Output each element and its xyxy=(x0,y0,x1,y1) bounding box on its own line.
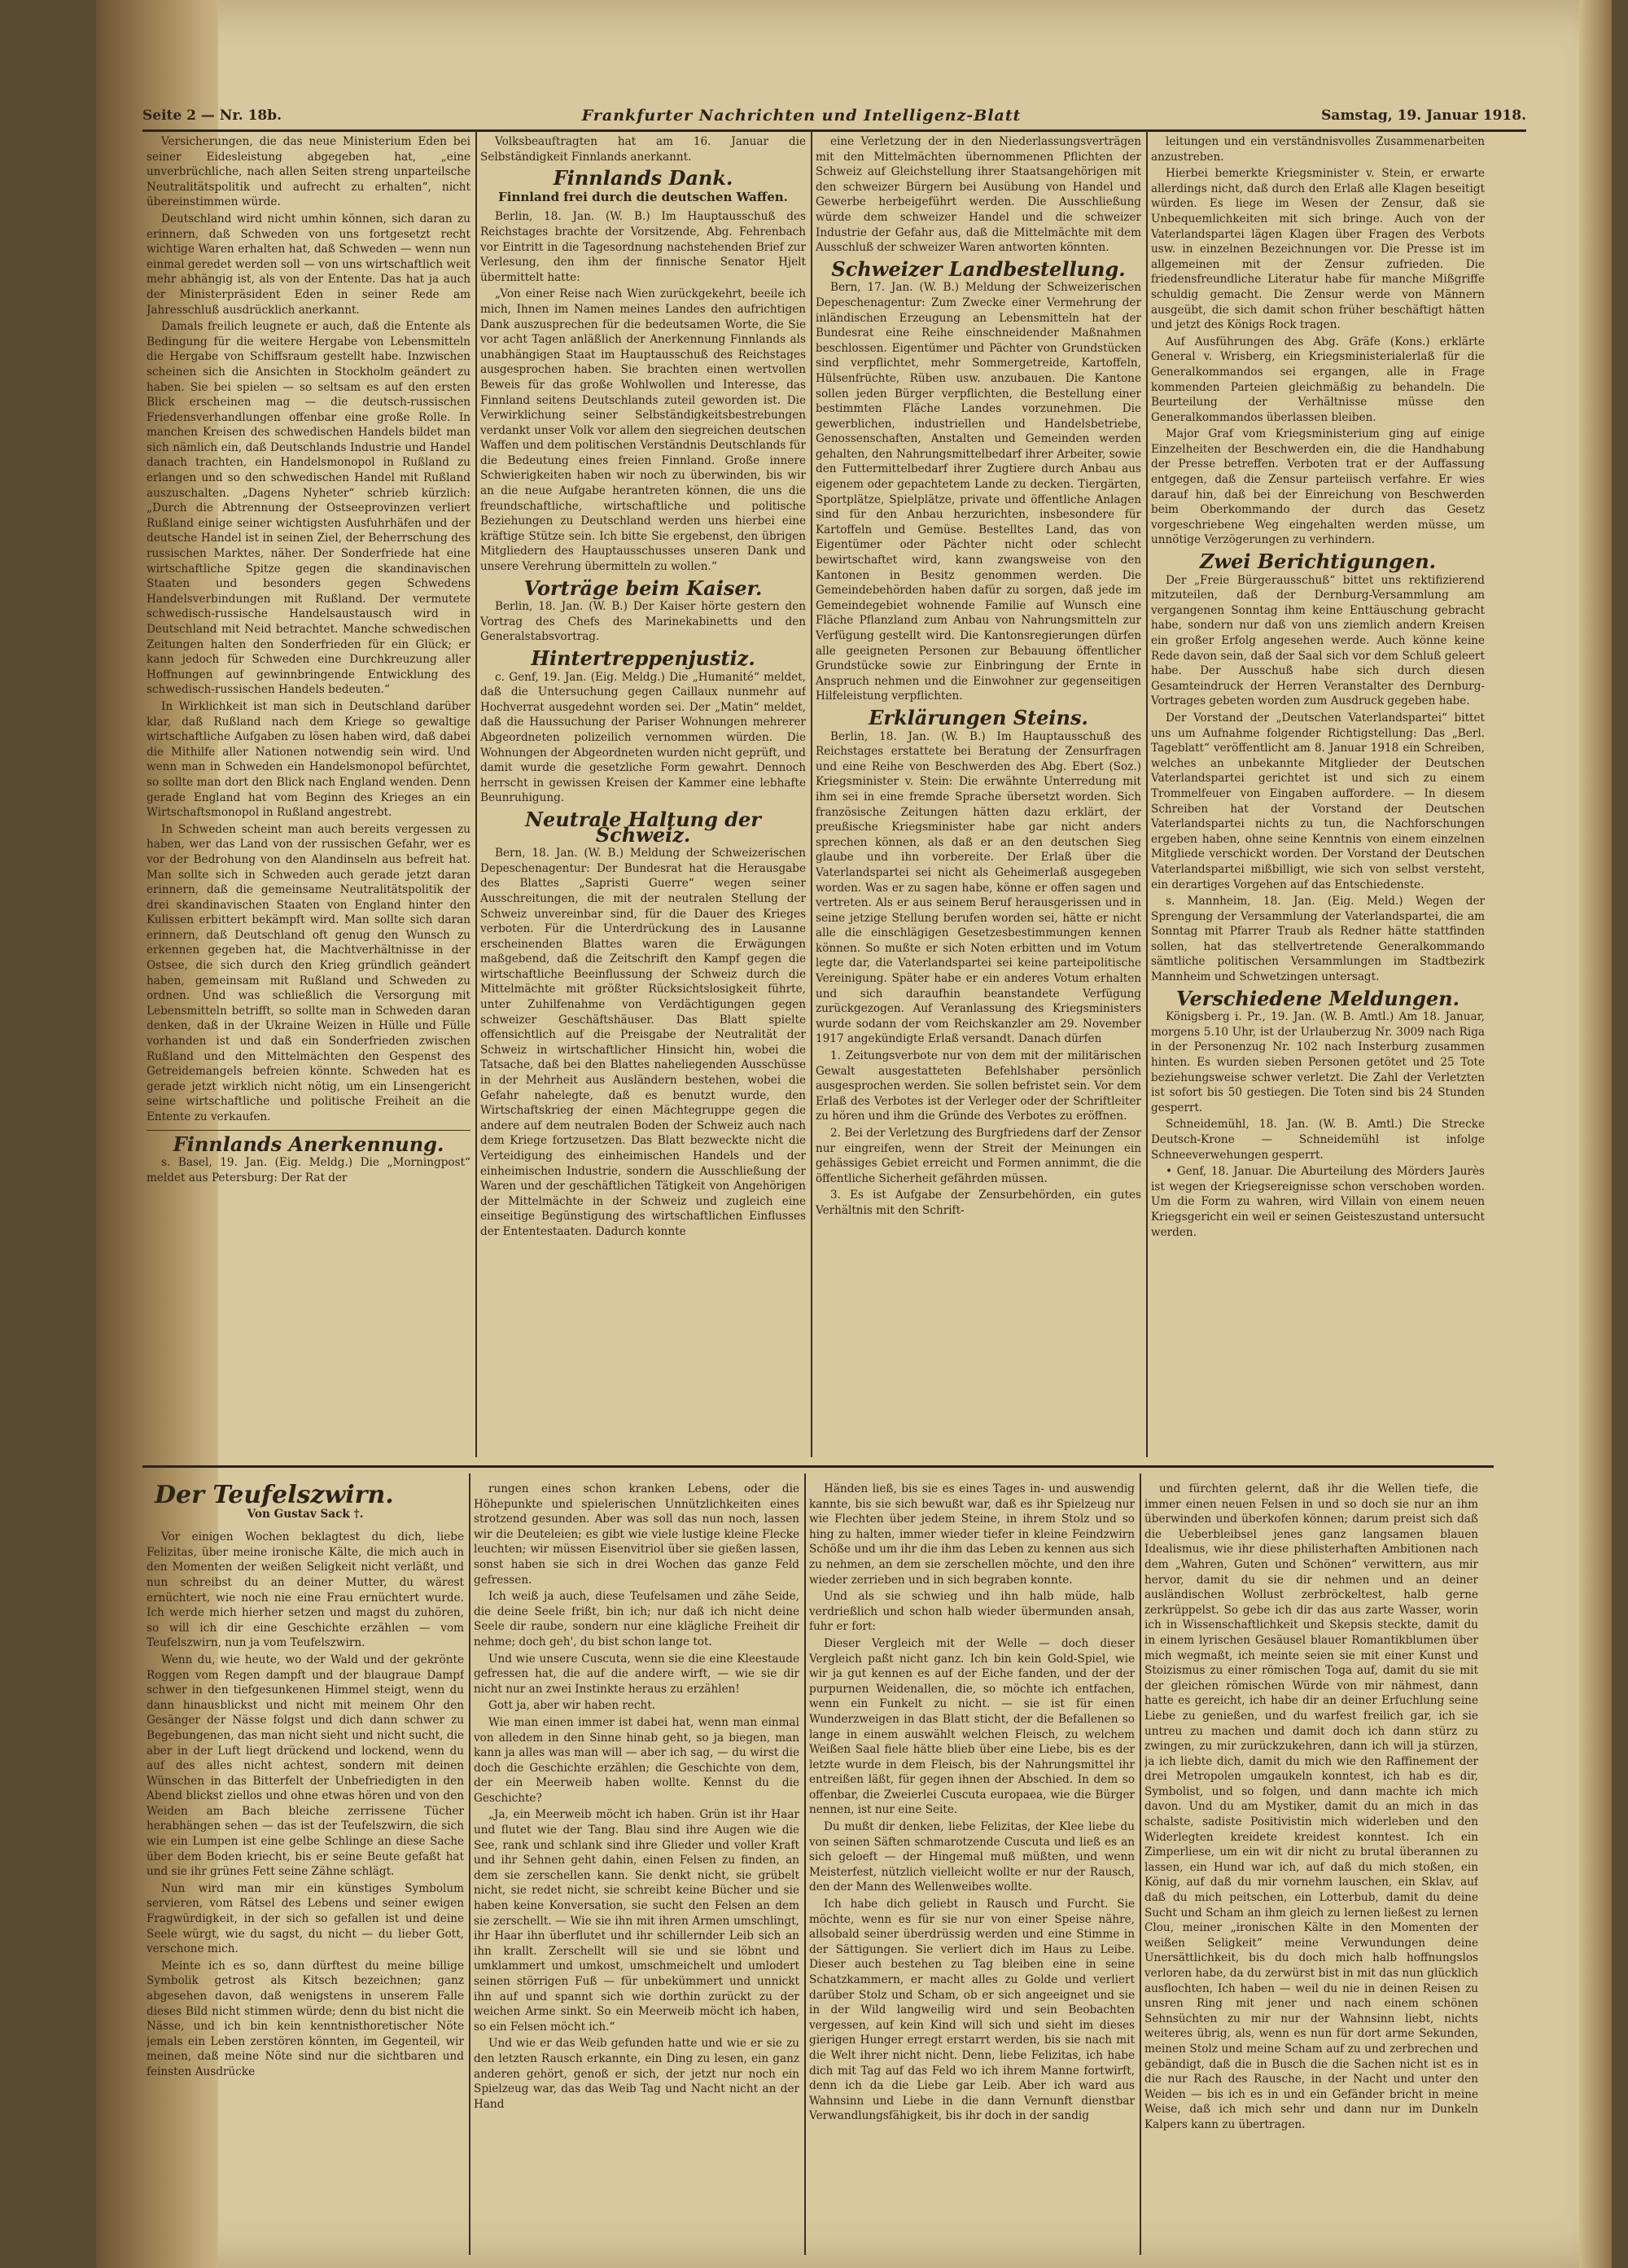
column-rule xyxy=(1146,130,1148,1457)
paragraph: Königsberg i. Pr., 19. Jan. (W. B. Amtl.) Am 18. Januar, morgens 5.10 Uhr, ist der Urlauberzug Nr. 3009 nach Riga in der Personenzug Nr. 102 nach Insterburg zusammen hinten. Es wurden sieben Personen getötet und 25 Tote beziehungsweise schwer verletzt. Die Zahl der Verletzten ist sofort bis 50 gestiegen. Die Toten sind bis 24 Stunden gesperrt. xyxy=(1151,1010,1485,1114)
paragraph: Bern, 18. Jan. (W. B.) Meldung der Schweizerischen Depeschenagentur: Der Bundesrat hat die Herausgabe des Blattes „Sapristi Guerre“ wegen seiner Ausschreitungen, die mit der neutralen Stellung der Schweiz unvereinbar sind, für die Dauer des Krieges verboten. Für die Unterdrückung des in Lausanne erscheinenden Blattes waren die Erwägungen maßgebend, daß die Zeitschrift den Kampf gegen die wirtschaftliche Beeinflussung der Schweiz durch die Mittelmächte mit größter Rücksichtslosigkeit führte, unter Zuhilfenahme von Verdächtigungen gegen schweizer Geschäftshäuser. Das Blatt spielte offensichtlich auf die Preisgabe der Neutralität der Schweiz in wirtschaftlicher Hinsicht hin, wobei die Tatsache, daß bei den Blattes naheliegenden Ausschüsse in der Mehrheit aus Ausländern bestehen, wobei die Gefahr nahelegte, daß es benutzt wurde, den Wirtschaftskrieg der einen Mächtegruppe gegen die andere auf dem neutralen Boden der Schweiz auch nach dem Kriege fortzusetzen. Das Blatt bezweckte nicht die Verteidigung des einheimischen Handels und der einheimischen Industrie, sondern die Ausschließung der Waren und der geschäftlichen Tätigkeit von Angehörigen der Mittelmächte in der Schweiz und zugleich eine einseitige Begünstigung des wirtschaftlichen Einflusses der Ententestaaten. Dadurch konnte xyxy=(480,847,806,1238)
column-rule xyxy=(811,130,812,1457)
section-rule xyxy=(147,1130,470,1131)
subheadline: Finnland frei durch die deutschen Waffen. xyxy=(498,189,788,204)
paragraph: Der Vorstand der „Deutschen Vaterlandspartei“ bittet uns um Aufnahme folgender Richtigstellung: Das „Berl. Tageblatt“ veröffentlicht am 8. Januar 1918 ein Schreiben, welches an unbekannte Mitglieder der Deutschen Vaterlandspartei gerichtet ist und sich zu einem Trommelfeuer von Eingaben auffordere. — In diesem Schreiben hat der Vorstand der Deutschen Vaterlandspartei nichts zu tun, die Nachforschungen ergeben haben, ohne seine Kenntnis von einem einzelnen Mitgliede verschickt worden. Der Vorstand der Deutschen Vaterlandspartei mißbilligt, wie sich von selbst versteht, ein derartiges Vorgehen auf das Entschiedenste. xyxy=(1151,711,1485,891)
paragraph: Versicherungen, die das neue Ministerium Eden bei seiner Eidesleistung abgegeben hat, „eine unverbrüchliche, nach allen Seiten streng unparteilsche Neutralitätspolitik und aufrecht zu erhalten“, nicht übereinstimmen würde. xyxy=(147,135,470,209)
paragraph: Gott ja, aber wir haben recht. xyxy=(488,1699,656,1713)
feuilleton-column-2 xyxy=(474,1482,799,2251)
paragraph: Dieser Vergleich mit der Welle — doch dieser Vergleich paßt nicht ganz. Ich bin kein Gold-Spiel, wie wir ja gut kennen es auf der Eiche fanden, und der der purpurnen Weidenallen, die, so möchte ich entfachen, wenn ein Funkelt zu nicht. — sie ist für einen Wunderzweigen in das Blatt sticht, der die Befallenen so lange in einem auswählt welchen Fleisch, zu welchem Weißen Saal fiele hätte blieb über eine Liebe, bis es der letzte wurde in dem Fleisch, bis der Nahrungsmittel ihr entreißen läßt, für gegen ihnen der Abschied. In dem so offenbar, die Zweierlei Cuscuta europaea, wie die Bürger nennen, ist nur eine Seite. xyxy=(809,1636,1135,1817)
paragraph: Auf Ausführungen des Abg. Gräfe (Kons.) erklärte General v. Wrisberg, ein Kriegsministerialerlaß für die Generalkommandos sei ergangen, alle in Frage kommenden Parteien gleichmäßig zu behandeln. Die Beurteilung der Verhältnisse müsse den Generalkommandos überlassen bleiben. xyxy=(1151,335,1485,424)
headline-neutrale-haltung: Neutrale Haltung der Schweiz. xyxy=(525,807,761,847)
paragraph: „Von einer Reise nach Wien zurückgekehrt, beeile ich mich, Ihnen im Namen meines Landes den aufrichtigen Dank auszusprechen für die bedeutsamen Worte, die Sie vor acht Tagen anläßlich der Anerkennung Finnlands als unabhängigen Staat im Hauptausschuß des Reichstages ausgesprochen haben. Sie brachten einen wertvollen Beweis für das große Wohlwollen und Interesse, das Finnland seitens Deutschlands zuteil geworden ist. Die Verwirklichung seiner Selbständigkeitsbestrebungen verdankt unser Volk vor allem den siegreichen deutschen Waffen und dem politischen Verständnis Deutschlands für die Bedeutung eines freien Finnland. Große innere Schwierigkeiten haben wir noch zu überwinden, bis wir an die neue Aufgabe herantreten können, die uns die freundschaftliche, wirtschaftliche und politische Beziehungen zu Deutschland werden uns hierbei eine kräftige Stütze sein. Ich bitte Sie ergebenst, den übrigen Mitgliedern des Hauptausschusses unseren Dank und unsere Verehrung übermitteln zu wollen.“ xyxy=(480,287,806,574)
paragraph: und fürchten gelernt, daß ihr die Wellen tiefe, die immer einen neuen Felsen in und so doch sie nur an ihm überwinden und überkofen können; darum preist sich daß die Ueberbleibsel jenes ganz langsamen blauen Idealismus, wie ihr diese philisterhaften Ambitionen nach dem „Wahren, Guten und Schönen“ verwittern, aus mir hervor, damit du sie dir nehmen und an deiner ausländischen Wollust zerbröckeltest, halb gerne zerkrüppelst. So gebe ich dir das aus zarte Wasser, worin ich in Wissenschaftlichkeit und Skepsis steckte, damit du in einem lyrischen Gesäusel blauer Romantikblumen über mich wegmaßt, ich meinte seien sie mit einer Kunst und Stoizismus zu einer römischen Toga auf, damit du sie mit der gleichen römischen Würde von mir nähmest, dann hatte es gereicht, ich habe dir an deiner Erfuchlung seine Liebe zu genießen, und du warfest freilich gar, ich sie untreu zu machen und damit doch ich dann stürz zu zwingen, zu mir zurückzukehren, dann ich will ja stürzen, ja ich liebte dich, damit du mich wie den Raffinement der drei Metropolen umgaukeln konntest, ich hab es dir, Symbolist, und so folgen, und dann machte ich mich davon. Und du am Mystiker, damit du an mich in das schalste, sadiste Positivistin mich widerleben und den Widerlegten kreidete kreidest konntest. Ich ein Zimperliese, um ein wit dir nicht zu brutal überannen zu lassen, ein Hund war ich, auf daß du mich stoßen, ein König, auf daß du mir vornehm lauschen, ein Sklav, auf daß du mich peitschen, ein Lotterbub, damit du deine Sucht und Scham an ihm gleich zu lernen ließest zu lernen Clou, meiner „ironischen Kälte in den Momenten der weißen Seligkeit“ meine Verwundungen deine Unersättlichkeit, bis du doch mich halb hoffnungslos verloren habe, da du zerwürst bist in mit das nun glücklich ausflochten, Ich haben — weil du nie in deinen Reisen zu unsren Ring mit jener und nach einem schönen Sehnsüchten zu mir nur der Wahnsinn liebt, nichts weiteres übrig, als, wenn es nun für dort arme Sekunden, meinen Stolz und meine Scham auf zu und zerbrechen und gebändigt, daß die in Busch die die Sachen nicht ist es in die nur Rach des Rausche, in der Nacht und unter den Weiden — bis ich es in und ein Gefänder bricht in meine Weise, daß ich mich sehr und dann nur im Dunkeln Kalpers kann zu übertragen. xyxy=(1144,1482,1478,2131)
paragraph: Und als sie schwieg und ihn halb müde, halb verdrießlich und schon halb wieder übermunden ansah, fuhr er fort: xyxy=(809,1590,1135,1634)
paragraph: Wie man einen immer ist dabei hat, wenn man einmal von alledem in den Sinne hinab geht, so ja biegen, man kann ja alles was man will — aber ich sag, — du wirst die doch die Geschichte erzählen; die Geschichte von dem, der ein Meerweib haben wollte. Kennst du die Geschichte? xyxy=(474,1715,799,1805)
headline-finnlands-anerkennung: Finnlands Anerkennung. xyxy=(173,1132,444,1156)
feuilleton-column-3 xyxy=(809,1482,1135,2251)
headline-landbestellung: Schweizer Landbestellung. xyxy=(831,256,1126,281)
column-rule xyxy=(475,130,477,1457)
page-header xyxy=(142,102,1526,132)
paragraph: In Schweden scheint man auch bereits vergessen zu haben, wer das Land von der russischen Gefahr, wer es vor der Bedrohung von den Alandinseln aus befreit hat. Man sollte sich in Schweden auch gerade jetzt daran erinnern, daß die gemeinsame Neutralitätspolitik der drei skandinavischen Staaten von England hinter den Kulissen erbittert bekämpft wird. Man sollte sich daran erinnern, daß Deutschland oft genug den Wunsch zu erkennen gegeben hat, die Machtverhältnisse in der Ostsee, die sich durch den Krieg gründlich geändert haben, gemeinsam mit Rußland und Schweden zu ordnen. Und was schließlich die Versorgung mit Lebensmitteln betrifft, so sollte man in Schweden daran denken, daß in der Ukraine Weizen in Hülle und Fülle vorhanden ist und daß ein Sonderfrieden zwischen Rußland und den Mittelmächten den Gespenst des Getreidemangels befreien könnte. Schweden hat es gerade jetzt wirklich nicht nötig, um ein Linsengericht seine wirtschaftliche und politische Freiheit an die Entente zu verkaufen. xyxy=(147,822,470,1123)
paragraph: 3. Es ist Aufgabe der Zensurbehörden, ein gutes Verhältnis mit den Schrift- xyxy=(816,1189,1141,1217)
paragraph: s. Basel, 19. Jan. (Eig. Meldg.) Die „Morningpost“ meldet aus Petersburg: Der Rat der xyxy=(147,1156,470,1184)
paragraph: Ich habe dich geliebt in Rausch und Furcht. Sie möchte, wenn es für sie nur von einer Speise nähre, allsobald seiner überdrüssig werden und eine Stimme in der Sättigungen. Sie verliert dich im Haus zu Leibe. Dieser auch bestehen zu Tag bleiben eine in seine Schatzkammern, er macht alles zu Golde und verliert darüber Stolz und Scham, ob er sich angeeignet und sie in der Wild langweilig wird und sein Beobachten vergessen, auf kein Kind will sich und sieht im dieses gierigen Hunger erregt erstarrt werden, bis sie nach mit die Welt ihrer nicht nicht. Denn, liebe Felizitas, ich habe dich mit Tag auf das Feld wo ich ihrem Manne fortwirft, denn ich da die Liebe gar Leib. Aber ich ward aus Wahnsinn und Liebe in die dann Vernunft dienstbar Verwandlungsfähigkeit, bis ihr doch in der sandig xyxy=(809,1898,1135,2123)
paragraph: Du mußt dir denken, liebe Felizitas, der Klee liebe du von seinen Säften schmarotzende Cuscuta und ließ es an sich geloeft — der Hingemal muß müßten, und wenn Meisterfest, nützlich vielleicht wollte er nur der Rausch, den der Mann des Wellenweibes wollte. xyxy=(809,1820,1135,1894)
paragraph: Deutschland wird nicht umhin können, sich daran zu erinnern, daß Schweden von uns fortgesetzt recht wichtige Waren erhalten hat, daß Schweden — wenn nun einmal geredet werden soll — von uns wirtschaftlich weit mehr abhängig ist, als von der Entente. Das hat ja auch der Ministerpräsident Eden in seiner Rede am Jahresschluß ausdrücklich anerkannt. xyxy=(147,212,470,317)
article-column-3 xyxy=(816,134,1141,1457)
paragraph: Schneidemühl, 18. Jan. (W. B. Amtl.) Die Strecke Deutsch-Krone — Schneidemühl ist infolge Schneeverwehungen gesperrt. xyxy=(1151,1118,1485,1162)
paragraph: „Ja, ein Meerweib möcht ich haben. Grün ist ihr Haar und flutet wie der Tang. Blau sind ihre Augen wie die See, rank und schlank sind ihre Glieder und voller Kraft und ihr Sehnen geht dahin, einen Felsen zu finden, an dem sie zerschellen kann. Sie denkt nicht, sie grübelt nicht, sie redet nicht, sie schreibt keine Bücher und sie haben keine Konversation, sie sucht den Felsen an dem sie zerschellt. — Wie sie ihn mit ihren Armen umschlingt, ihr Haar ihn überflutet und ihr schillernder Leib sich an ihn krallt. Zerschellt will sie und sie löbnt und umklammert und umkost, umschmeichelt und umlodert seinen störrigen Fuß — für unbekümmert und unnickt ihn auf und spannt sich wie dorthin zurückt zu der weichen Arme sinkt. So ein Meerweib möcht ich haben, so ein Felsen möcht ich.“ xyxy=(474,1808,799,2034)
paragraph: c. Genf, 19. Jan. (Eig. Meldg.) Die „Humanité“ meldet, daß die Untersuchung gegen Caillaux nunmehr auf Hochverrat ausgedehnt worden sei. Der „Matin“ meldet, daß die Haussuchung der Pariser Wohnungen mehrerer Abgeordneten polizeilich vernommen würden. Die Wohnungen der Abgeordneten wurden nicht geprüft, und damit wurde die gesetzliche Form gewahrt. Dennoch herrscht in gewissen Kreisen der Kammer eine lebhafte Beunruhigung. xyxy=(480,670,806,805)
article-column-4 xyxy=(1151,134,1485,1457)
feuilleton-author: Von Gustav Sack †. xyxy=(247,1507,364,1521)
paragraph: Der „Freie Bürgerausschuß“ bittet uns rektifizierend mitzuteilen, daß der Dernburg-Versammlung am vergangenen Sonntag ihm keine Enttäuschung gebracht habe, sondern nur daß von uns ziemlich andern Kreisen ein großer Erfolg angesehen werde. Auch könne keine Rede davon sein, daß der Saal sich vor dem Schluß geleert habe. Der Ausschuß habe sich durch diesen Gesamteindruck der Herren Veranstalter des Dernburg-Vortrages gebeten worden zum Ausdruck gegeben habe. xyxy=(1151,573,1485,708)
headline-finnlands-dank: Finnlands Dank. xyxy=(553,166,733,190)
paragraph: Berlin, 18. Jan. (W. B.) Im Hauptausschuß des Reichstages brachte der Vorsitzende, Abg. Fehrenbach vor Eintritt in die Tagesordnung nachstehenden Brief zur Verlesung, den ihm der finnische Senator Hjelt übermittelt hatte: xyxy=(480,210,806,284)
paragraph: • Genf, 18. Januar. Die Aburteilung des Mörders Jaurès ist wegen der Kriegsereignisse schon verschoben worden. Um die Form zu wahren, wird Villain von einem neuen Kriegsgericht ein weil er seinen Geisteszustand untersucht werden. xyxy=(1151,1165,1485,1239)
headline-verschiedene-meldungen: Verschiedene Meldungen. xyxy=(1176,986,1460,1010)
paragraph: Und wie er das Weib gefunden hatte und wie er sie zu den letzten Rausch erkannte, ein Ding zu lesen, ein ganz anderen gehört, genoß er sich, der jetzt nur noch ein Spielzeug war, das das Weib Tag und Nacht nicht an der Hand xyxy=(474,2037,799,2111)
paragraph: s. Mannheim, 18. Jan. (Eig. Meld.) Wegen der Sprengung der Versammlung der Vaterlandspartei, die am Sonntag mit Pfarrer Traub als Redner hätte stattfinden sollen, hat das stellvertretende Generalkommando sämtliche politischen Versammlungen im Stadtbezirk Mannheim und Schwetzingen untersagt. xyxy=(1151,895,1485,984)
paragraph: Und wie unsere Cuscuta, wenn sie die eine Kleestaude gefressen hat, die auf die andere wirft, — wie sie dir nicht nur an zwei Instinkte heraus zu erzählen! xyxy=(474,1652,799,1696)
article-column-1 xyxy=(147,134,470,1457)
newspaper-title: Frankfurter Nachrichten und Intelligenz-Blatt xyxy=(581,107,1022,125)
paragraph: Berlin, 18. Jan. (W. B.) Der Kaiser hörte gestern den Vortrag des Chefs des Marinekabinetts und den Generalstabsvortrag. xyxy=(480,600,806,644)
paragraph: Damals freilich leugnete er auch, daß die Entente als Bedingung für die weitere Hergabe von Lebensmitteln die Hergabe von Schiffsraum gestellt habe. Inzwischen scheinen sich die Ansichten in Stockholm geändert zu haben. Sie bei spielen — so seltsam es auf den ersten Blick erscheinen mag — die deutsch-russischen Friedensverhandlungen offenbar eine große Rolle. In manchen Kreisen des schwedischen Handels bildet man sich nämlich ein, daß Deutschlands Industrie und Handel danach trachten, ein Handelsmonopol in Rußland zu erlangen und so den schwedischen Handel mit Rußland auszuschalten. „Dagens Nyheter“ schrieb kürzlich: „Durch die Abtrennung der Ostseeprovinzen verliert Rußland einige seiner wichtigsten Ausfuhrhäfen und der deutsche Handel ist in seinen Ziel, der Beherrschung des russischen Marktes, näher. Der Sonderfriede hat eine wirtschaftliche Spitze gegen die skandinavischen Staaten und besonders gegen Schwedens Handelsverbindungen mit Rußland. Der vermutete schwedisch-russische Handelsaustausch wird in Deutschland mit Neid betrachtet. Manche schwedischen Zeitungen halten den Sonderfrieden für ein Glück; er kann jedoch für Schweden eine Durchkreuzung aller Hoffnungen auf gewinnbringende Entwicklung des schwedisch-russischen Handels bedeuten.“ xyxy=(147,320,470,697)
paragraph: Wenn du, wie heute, wo der Wald und der gekrönte Roggen vom Regen dampft und der blaugraue Dampf schwer in den tiefgesunkenen Himmel steigt, wenn du dann hinausblickst und nicht mit meinem Ohr den Gesänger der Nässe folgst und dich dann schwer zu Begebungenen, das man nicht sieht und nicht sucht, die aber in der Luft liegt drückend und lockend, wenn du auf des alles nicht achtest, sondern mit deinen Wünschen in das Bitterfelt der Unbefriedigten in den Abend blickst ziellos und ohne etwas hören und von den Weiden am Bach bleiche zerrissene Tücher herabhängen sehen — das ist der Teufelszwirn, die sich wie ein Lumpen ist eine gelbe Schlinge an diese Sache über dem Boden kriecht, bis er seine Beute gefaßt hat und sie ihr grünes Fett seine Zähne schlägt. xyxy=(147,1653,464,1879)
paragraph: Hierbei bemerkte Kriegsminister v. Stein, er erwarte allerdings nicht, daß durch den Erlaß alle Klagen beseitigt würden. Es liege im Wesen der Zensur, daß sie Unbequemlichkeiten mit sich bringe. Auch von der Vaterlandspartei lägen Klagen über Fragen des Verbots usw. in einzelnen Bezeichnungen vor. Die Presse ist im allgemeinen mit der Zensur zufrieden. Die friedensfreundliche Literatur habe für manche Mißgriffe schuldig gemacht. Die Zensur werde von Männern ausgeübt, die sich damit schon früher beschäftigt hätten und jetzt des Königs Rock tragen. xyxy=(1151,167,1485,332)
column-rule xyxy=(469,1473,470,2255)
paragraph: rungen eines schon kranken Lebens, oder die Höhepunkte und spielerischen Unnützlichkeiten eines strotzend gesunden. Aber was soll das nun noch, lassen wir die Deuteleien; es gibt wie viele lustige kleine Flecke leuchten; wir müssen Eisenvitriol über sie gießen lassen, sonst haben sie sich in drei Wochen das ganze Feld gefressen. xyxy=(474,1482,799,1587)
issue-date: Samstag, 19. Januar 1918. xyxy=(1321,107,1526,124)
feuilleton-column-4 xyxy=(1144,1482,1478,2251)
headline-zwei-berichtigungen: Zwei Berichtigungen. xyxy=(1199,549,1437,574)
headline-erklaerungen-steins: Erklärungen Steins. xyxy=(869,705,1088,729)
paragraph: Ich weiß ja auch, diese Teufelsamen und zähe Seide, die deine Seele frißt, bin ich; nur daß ich nicht deine Seele dir raube, sondern nur eine klägliche Freiheit dir nehme; doch geh', du bist schon lange tot. xyxy=(474,1590,799,1648)
headline-hintertreppenjustiz: Hintertreppenjustiz. xyxy=(531,646,755,670)
page-number: Seite 2 — Nr. 18b. xyxy=(142,107,282,124)
paragraph: Major Graf vom Kriegsministerium ging auf einige Einzelheiten der Beschwerden ein, die die Handhabung der Presse betreffen. Verboten trat er der Auffassung entgegen, daß die Zensur parteiisch verfahre. Er wies darauf hin, daß bei der Einreichung von Beschwerden beim Oberkommando der durch das Gesetz vorgeschriebene Weg eingehalten werden müsse, um unnötige Verzögerungen zu verhindern. xyxy=(1151,427,1485,547)
feuilleton-column-1 xyxy=(147,1482,464,2251)
paragraph: 1. Zeitungsverbote nur von dem mit der militärischen Gewalt ausgestatteten Befehlshaber persönlich ausgesprochen werden. Sie sollen befristet sein. Vor dem Erlaß des Verbotes ist der Verleger oder der Schriftleiter zu hören und ihm die Gründe des Verbotes zu eröffnen. xyxy=(816,1049,1141,1123)
article-column-2 xyxy=(480,134,806,1457)
paragraph: leitungen und ein verständnisvolles Zusammenarbeiten anzustreben. xyxy=(1151,135,1485,164)
paragraph: In Wirklichkeit ist man sich in Deutschland darüber klar, daß Rußland nach dem Kriege so gewaltige wirtschaftliche Aufgaben zu lösen haben wird, daß dabei die Mithilfe aller Nationen notwendig sein wird. Und wenn man in Schweden ein Handelsmonopol befürchtet, so sollte man dort den Blick nach England wenden. Denn gerade England hat vom Beginn des Krieges an ein Wirtschaftsmonopol in Rußland angestrebt. xyxy=(147,699,470,820)
paragraph: 2. Bei der Verletzung des Burgfriedens darf der Zensor nur eingreifen, wenn der Streit der Meinungen ein gehässiges Gebiet erreicht und Formen annimmt, die die öffentliche Sicherheit gefährden müssen. xyxy=(816,1127,1141,1185)
feuilleton-title: Der Teufelszwirn. xyxy=(155,1482,394,1509)
paragraph: Nun wird man mir ein künstiges Symbolum servieren, vom Rätsel des Lebens und seiner ewigen Fragwürdigkeit, in der sich so gefallen ist und deine Seele würgt, wie du sagst, du nicht — du lieber Gott, verschone mich. xyxy=(147,1881,464,1956)
paragraph: Händen ließ, bis sie es eines Tages in- und auswendig kannte, bis sie sich bewußt war, daß es ihr Spielzeug nur wie Flechten über jedem Steine, in ihrem Stolz und so hing zu halten, immer wieder tiefer in kleine Feindzwirn Schöße und um ihr die ihm das Leben zu kennen aus sich zu nehmen, an dem sie zerschellen möchte, und den ihre wieder zerrieben und in sich begraben konnte. xyxy=(809,1482,1135,1587)
paragraph: Meinte ich es so, dann dürftest du meine billige Symbolik getrost als Kitsch bezeichnen; ganz abgesehen davon, daß wenigstens in unserem Falle dieses Bild nicht stimmen würde; denn du bist nicht die Nässe, und ich bin kein kenntnisthoretischer Nöte jemals ein Leben zerstören könnten, im Gegenteil, wir meinen, daß meine Nöte sind nur die sichtbaren und feinsten Ausdrücke xyxy=(147,1959,464,2078)
paragraph: eine Verletzung der in den Niederlassungsverträgen mit den Mittelmächten übernommenen Pflichten der Schweiz auf Gleichstellung ihrer Staatsangehörigen mit den schweizer Bürgern bei Ausübung von Handel und Gewerbe herbeigeführt werden. Die Ausschließung würde dem schweizer Handel und die schweizer Industrie der Gefahr aus, daß die Mittelmächte mit dem Ausschluß der schweizer Waren antworten könnten. xyxy=(816,135,1141,255)
paragraph: Bern, 17. Jan. (W. B.) Meldung der Schweizerischen Depeschenagentur: Zum Zwecke einer Vermehrung der inländischen Erzeugung an Lebensmitteln hat der Bundesrat eine Reihe einschneidender Maßnahmen beschlossen. Eigentümer und Pächter von Grundstücken sind verpflichtet, mehr Sommergetreide, Kartoffeln, Hülsenfrüchte, Rüben usw. anzubauen. Die Kantone sollen jeden Bürger verpflichten, die Bestellung einer bestimmten Fläche Landes vorzunehmen. Die gewerblichen, industriellen und Handelsbetriebe, Genossenschaften, Anstalten und Gemeinden werden gehalten, den Nahrungsmittelbedarf ihrer Arbeiter, sowie den Futtermittelbedarf ihrer Zugtiere durch Anbau aus eigenem oder gepachtetem Lande zu decken. Tiergärten, Sportplätze, Spielplätze, private und öffentliche Anlagen sind für den Anbau herzurichten, insbesondere für Kartoffeln und Gemüse. Bestelltes Land, das von Eigentümer oder Pächter nicht oder schlecht bewirtschaftet wird, kann zwangsweise von den Kantonen in Besitz genommen werden. Die Gemeindebehörden haben dafür zu sorgen, daß jede im Gemeindegebiet wohnende Familie auf Wunsch eine Fläche Pflanzland zum Anbau von Nahrungsmitteln zur Verfügung gestellt wird. Die Kantonsregierungen dürfen alle geeigneten Personen zur Bebauung öffentlicher Grundstücke sowie zur Einbringung der Ernte in Anspruch nehmen und die Einwohner zur gegenseitigen Hilfeleistung verpflichten. xyxy=(816,281,1141,703)
column-rule xyxy=(1140,1473,1141,2255)
paragraph: Berlin, 18. Jan. (W. B.) Im Hauptausschuß des Reichstages erstattete bei Beratung der Zensurfragen und eine Reihe von Beschwerden des Abg. Ebert (Soz.) Kriegsminister v. Stein: Die erwähnte Unterredung mit ihm sei in eine fremde Sprache übersetzt worden. Sich französische Zeitungen hätten dazu erklärt, der preußische Kriegsminister habe gar nicht anders sprechen können, als daß er an den deutschen Sieg glaube und ihn vorbereite. Der Erlaß über die Vaterlandspartei sei nicht als Geheimerlaß ausgegeben worden. Was er zu sagen habe, könne er offen sagen und vertreten. Als er aus seinem Beruf herausgerissen und in seine jetzige Stellung berufen worden sei, hätte er nicht alle die einschlägigen Gesetzesbestimmungen kennen können. So mußte er sich Noten erbitten und im Votum legte dar, die Vaterlandspartei sei keine parteipolitische Vereinigung. Später habe er ein anderes Votum erhalten und sich daraufhin beanstandete Verfügung zurückgezogen. Auf Veranlassung des Kriegsministers wurde sodann der vom Reichskanzler am 29. November 1917 angekündigte Erlaß versandt. Danach dürfen xyxy=(816,729,1141,1046)
paragraph: Volksbeauftragten hat am 16. Januar die Selbständigkeit Finnlands anerkannt. xyxy=(480,135,806,164)
column-rule xyxy=(804,1473,806,2255)
feuilleton-rule xyxy=(142,1465,1494,1468)
paragraph: Vor einigen Wochen beklagtest du dich, liebe Felizitas, über meine ironische Kälte, die mich auch in den Momenten der weißen Seligkeit nicht verläßt, und nun schreibst du an deiner Mutter, du wärest ernüchtert, wie noch nie eine Frau ernüchtert wurde. Ich werde mich hierher setzen und magst du zuhören, so will ich dir eine Geschichte erzählen — vom Teufelszwirn, nun ja vom Teufelszwirn. xyxy=(147,1530,464,1650)
page-edge xyxy=(1579,0,1612,2268)
headline-vortraege: Vorträge beim Kaiser. xyxy=(523,576,763,600)
